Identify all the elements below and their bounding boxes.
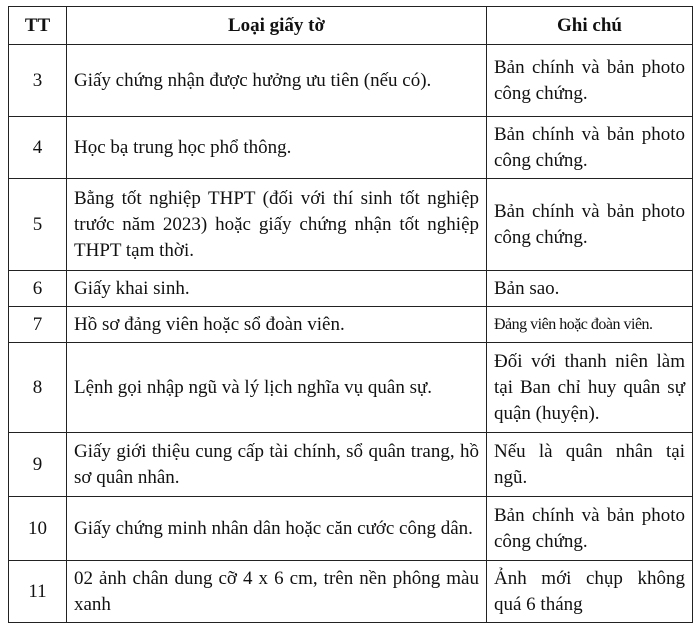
table-row xyxy=(9,179,693,271)
row-number: 8 xyxy=(9,343,67,433)
document-name: Giấy chứng nhận được hưởng ưu tiên (nếu có). xyxy=(67,45,487,117)
document-name: Bằng tốt nghiệp THPT (đối với thí sinh tốt nghiệp trước năm 2023) hoặc giấy chứng nhận tốt nghiệp THPT tạm thời. xyxy=(67,179,487,271)
document-note: Nếu là quân nhân tại ngũ. xyxy=(487,433,693,497)
document-note: Đối với thanh niên làm tại Ban chỉ huy quân sự quận (huyện). xyxy=(487,343,693,433)
row-number: 7 xyxy=(9,307,67,343)
table-row xyxy=(9,45,693,117)
table-row xyxy=(9,117,693,179)
header-note: Ghi chú xyxy=(487,7,693,45)
document-note: Bản chính và bản photo công chứng. xyxy=(487,117,693,179)
row-number: 6 xyxy=(9,271,67,307)
row-number: 5 xyxy=(9,179,67,271)
document-note: Đảng viên hoặc đoàn viên. xyxy=(487,307,693,343)
row-number: 9 xyxy=(9,433,67,497)
document-note: Bản sao. xyxy=(487,271,693,307)
table-row xyxy=(9,307,693,343)
table-row xyxy=(9,343,693,433)
header-document-type: Loại giấy tờ xyxy=(67,7,487,45)
document-name: Học bạ trung học phổ thông. xyxy=(67,117,487,179)
row-number: 3 xyxy=(9,45,67,117)
header-tt: TT xyxy=(9,7,67,45)
table-row xyxy=(9,561,693,623)
header-row xyxy=(9,7,693,45)
table-row xyxy=(9,271,693,307)
document-note: Bản chính và bản photo công chứng. xyxy=(487,179,693,271)
document-name: Giấy chứng minh nhân dân hoặc căn cước công dân. xyxy=(67,497,487,561)
table-row xyxy=(9,433,693,497)
document-name: Giấy khai sinh. xyxy=(67,271,487,307)
document-name: Giấy giới thiệu cung cấp tài chính, sổ quân trang, hồ sơ quân nhân. xyxy=(67,433,487,497)
document-name: 02 ảnh chân dung cỡ 4 x 6 cm, trên nền phông màu xanh xyxy=(67,561,487,623)
document-name: Lệnh gọi nhập ngũ và lý lịch nghĩa vụ quân sự. xyxy=(67,343,487,433)
row-number: 11 xyxy=(9,561,67,623)
document-note: Ảnh mới chụp không quá 6 tháng xyxy=(487,561,693,623)
document-note: Bản chính và bản photo công chứng. xyxy=(487,497,693,561)
documents-table xyxy=(8,6,693,623)
table-row xyxy=(9,497,693,561)
row-number: 10 xyxy=(9,497,67,561)
document-note: Bản chính và bản photo công chứng. xyxy=(487,45,693,117)
document-name: Hồ sơ đảng viên hoặc sổ đoàn viên. xyxy=(67,307,487,343)
row-number: 4 xyxy=(9,117,67,179)
